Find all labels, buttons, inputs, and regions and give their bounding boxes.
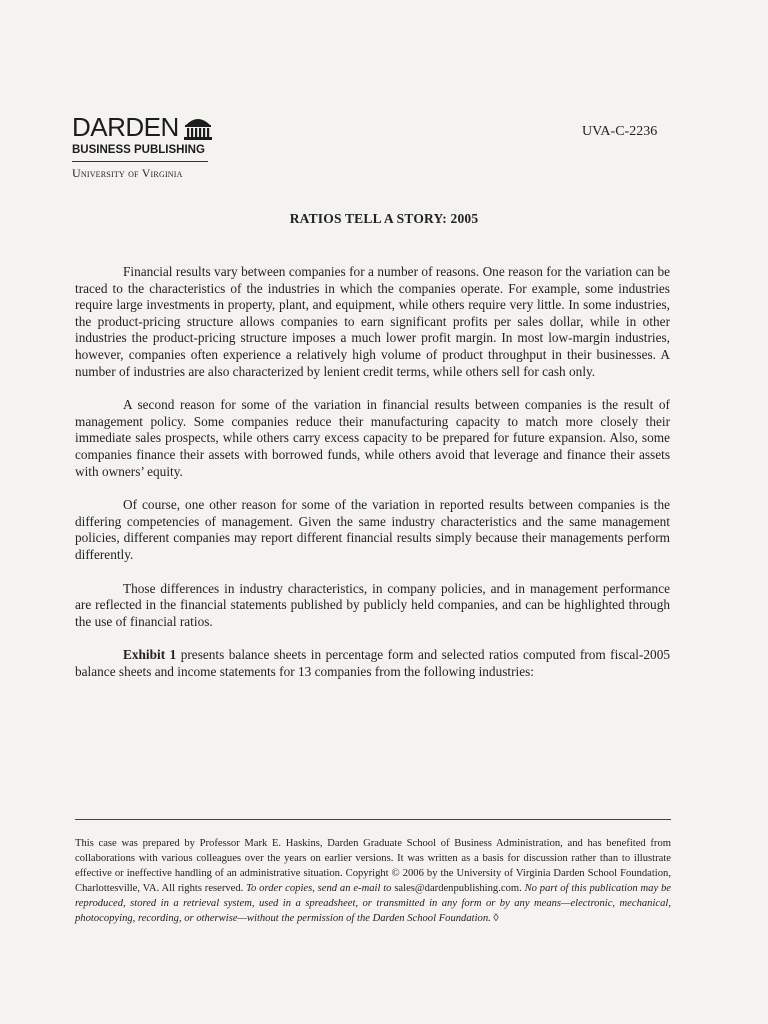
rotunda-icon: [183, 114, 213, 140]
footnote-end-mark: ◊: [490, 913, 499, 924]
case-number: UVA-C-2236: [582, 124, 658, 139]
footnote: [75, 836, 671, 926]
exhibit-reference: Exhibit 1: [123, 647, 177, 663]
body-text: [75, 264, 670, 697]
footnote-order-text: To order copies, send an e-mail to: [246, 883, 395, 894]
footnote-divider: [75, 819, 671, 820]
document-title: RATIOS TELL A STORY: 2005: [289, 211, 479, 226]
footnote-separator: .: [519, 883, 525, 894]
logo-darden-text: DARDEN: [72, 112, 179, 142]
logo-business-publishing: BUSINESS PUBLISHING: [72, 143, 208, 162]
paragraph: Those differences in industry characteristics, in company policies, and in management performance are reflected in the financial statements published by publicly held companies, and can be highlighted through the use of financial ratios.: [75, 580, 670, 629]
paragraph: A second reason for some of the variation in financial results between companies is the result of management policy. Some companies reduce their manufacturing capacity to match more closely their immediate sales prospects, while others carry excess capacity to be prepared for future expansion. Also, some companies finance their assets with borrowed funds, while others avoid that leverage and finance their assets with owners’ equity.: [75, 397, 670, 479]
footnote-text: This case was prepared by Professor Mark E. Haskins, Darden Graduate School of Business Administration, and has benefited from collaborations with various colleagues over the years on earlier versions. It was written as a basis for discussion rather than to illustrate effective or ineffective handling of an administrative situation. Copyright © 2006 by the University of Virginia Darden School Foundation, Charlottesville, VA. All rights reserved.: [75, 838, 671, 894]
paragraph: Of course, one other reason for some of the variation in reported results between companies is the differing competencies of management. Given the same industry characteristics and the same management policies, different companies may report different financial results simply because their managements perform differently.: [75, 497, 670, 562]
paragraph: Financial results vary between companies for a number of reasons. One reason for the variation can be traced to the characteristics of the industries in which the companies operate. For example, some industries require large investments in property, plant, and equipment, while others require very little. In some industries, the product-pricing structure allows companies to earn significant profits per sales dollar, while in other industries the product-pricing structure imposes a much lower profit margin. In most low-margin industries, however, companies often experience a relatively high volume of product throughput in their businesses. A number of industries are also characterized by lenient credit terms, while others sell for cash only.: [75, 264, 670, 379]
exhibit-paragraph: [75, 647, 670, 680]
logo-university: University of Virginia: [72, 166, 183, 180]
footnote-copyright-notice: No part of this publication may be reproduced, stored in a retrieval system, used in a spreadsheet, or transmitted in any form or by any means—electronic, mechanical, photocopying, recording, or otherwise—without the permission of the Darden School Foundation.: [75, 883, 672, 924]
darden-logo: [72, 114, 213, 181]
exhibit-paragraph-text: presents balance sheets in percentage form and selected ratios computed from fiscal-2005 balance sheets and income statements for 13 companies from the following industries:: [75, 647, 670, 679]
footnote-email-link[interactable]: sales@dardenpublishing.com: [394, 883, 520, 894]
